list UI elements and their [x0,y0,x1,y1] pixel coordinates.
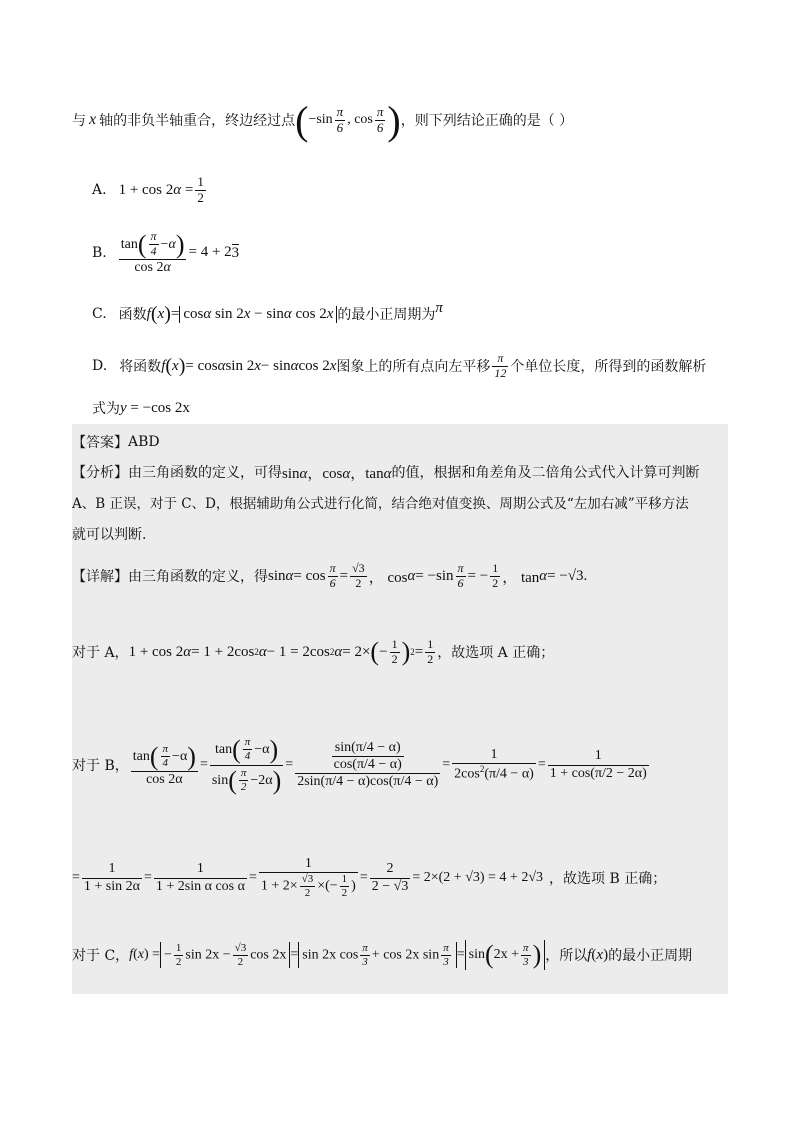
option-d [92,346,706,386]
analysis-line-3: 就可以判断. [72,527,147,543]
option-a [92,172,208,208]
for-c-line: 对于 C， f ( x ) = − $\frac{1}{2}$ sin 2x − $\frac{√3}{2}$ cos 2x = sin 2x cos $\frac{\pi}{3}$ + cos 2x sin $\frac{\pi}{3}$ = sin(2x + $\frac{\pi}{3}$ ) ，所以 f(x) 的最小正周期 [72,940,693,969]
option-b-expr: tan( $\frac{\pi}{4}$ −α) cos 2α = 4 + 2 3 [120,229,240,276]
option-c-expr: f ( x ) = cosα sin 2x − sinα cos 2x [147,303,338,326]
option-d-cont [92,396,190,420]
answer-label: 【答案】 [72,435,128,451]
point-coordinates: ( −sin $\frac{\pi}{6}$ , cos $\frac{\pi}{6}$ ) [295,97,401,143]
detail-line-1 [72,556,587,596]
stem-text-1: 与 [72,113,86,129]
for-a-line [72,630,554,674]
stem-x: x [89,111,97,128]
for-a-end: ，故选项 A 正确； [437,645,555,661]
option-d-expr: f ( x ) = cos α sin 2 x − sin α cos 2 x [161,354,337,377]
for-c-label: 对于 C， [72,948,130,964]
option-c-text-1: 函数 [118,307,147,323]
answer-value: ABD [128,434,160,450]
option-d-text-4: 式为 [92,401,120,417]
detail-text-1: 由三角函数的定义，得 [128,569,268,585]
option-c-pi: π [435,299,443,316]
for-c-end-2: 的最小正周期 [608,948,693,964]
stem-text-3: ，则下列结论正确的是（ ） [400,113,574,129]
for-b-line [72,700,651,830]
for-a-expr: 1 + cos 2 α = 1 + 2cos 2 α − 1 = 2cos 2 α = 2× ( − $\frac{1}{2}$ ) 2 = $\frac{1}{2}$ [128,636,434,666]
analysis-text-1b: 的值，根据和角差角及二倍角公式代入计算可判断 [391,465,700,481]
question-stem [72,97,574,143]
for-b-label: 对于 B， [72,758,129,774]
for-a-label: 对于 A， [72,645,129,661]
for-b-expr: tan( $\frac{\pi}{4}$ −α) cos 2α = tan( $\frac{\pi}{4}$ −α) sin( $\frac{\pi}{2}$ −2α) = $\frac{\frac{\sin(\pi/4 - \alpha)}{\cos(\pi/4 - \alpha)}}{2\sin(\pi/4 - \alpha)\cos(\pi/4 - \alpha)}$ = $\frac{1}{2\cos^2(\pi/4 - \alpha)}$ = $\frac{1}{1 + \cos(\pi/2 - 2\alpha)}$ [132,734,647,795]
stem-text-2: 轴的非负半轴重合，终边经过点 [99,113,296,129]
for-b-end: ，故选项 B 正确； [549,871,667,887]
analysis-line-2: A、B 正误，对于 C、D，根据辅助角公式进行化简，结合绝对值变换、周期公式及“左加右减”平移方法 [72,496,689,512]
option-d-label: D. [92,358,108,374]
option-b [92,224,239,282]
option-a-expr: 1 + cos 2 α = $\frac{1}{2}$ [118,173,204,205]
answer-line [72,430,160,454]
for-b-line-2 [72,848,666,908]
detail-values: sin α = cos $\frac{\pi}{6}$ = $\frac{√3}{2}$ ， cos α = −sin $\frac{\pi}{6}$ = − $\frac{1}{2}$ ， tan α = −√3. [268,560,588,590]
option-d-text-2: 图象上的所有点向左平移 [336,359,491,375]
option-c-label: C. [92,306,107,322]
detail-label: 【详解】 [72,569,128,585]
for-c-end: ，所以 [545,948,588,964]
analysis-trig-list: sinα，cosα，tanα [282,465,392,482]
option-c-text-2: 的最小正周期为 [337,307,436,323]
analysis-text-1a: 由三角函数的定义，可得 [128,465,282,481]
analysis-label: 【分析】 [72,465,128,481]
option-b-label: B. [92,245,107,261]
for-c-expr: f ( x ) = − $\frac{1}{2}$ sin 2x − $\frac{√3}{2}$ cos 2x = sin 2x cos $\frac{\pi}{3}$ + cos 2x sin $\frac{\pi}{3}$ = sin(2x + $\frac{\pi}{3}$ ) [129,940,545,970]
shift-fraction: $\frac{\pi}{12}$ [494,350,507,380]
analysis-line-1 [72,458,699,486]
option-a-label: A. [92,182,107,198]
option-d-expr-2: y = −cos 2x [120,399,190,416]
for-b-expr-2: = $\frac{1}{1 + \sin 2\alpha}$ = $\frac{1}{\text{1 + 2sin α cos α}}$ = 1 1 + 2× $\frac{√3}{2}$ ×(− $\frac{1}{2}$ ) = $\frac{2}{2 - √3}$ = 2×(2 + √3) = 4 + 2√3 [72,856,544,900]
option-d-text-3: 个单位长度，所得到的函数解析 [510,359,707,375]
option-d-text-1: 将函数 [119,359,162,375]
option-c [92,296,443,332]
